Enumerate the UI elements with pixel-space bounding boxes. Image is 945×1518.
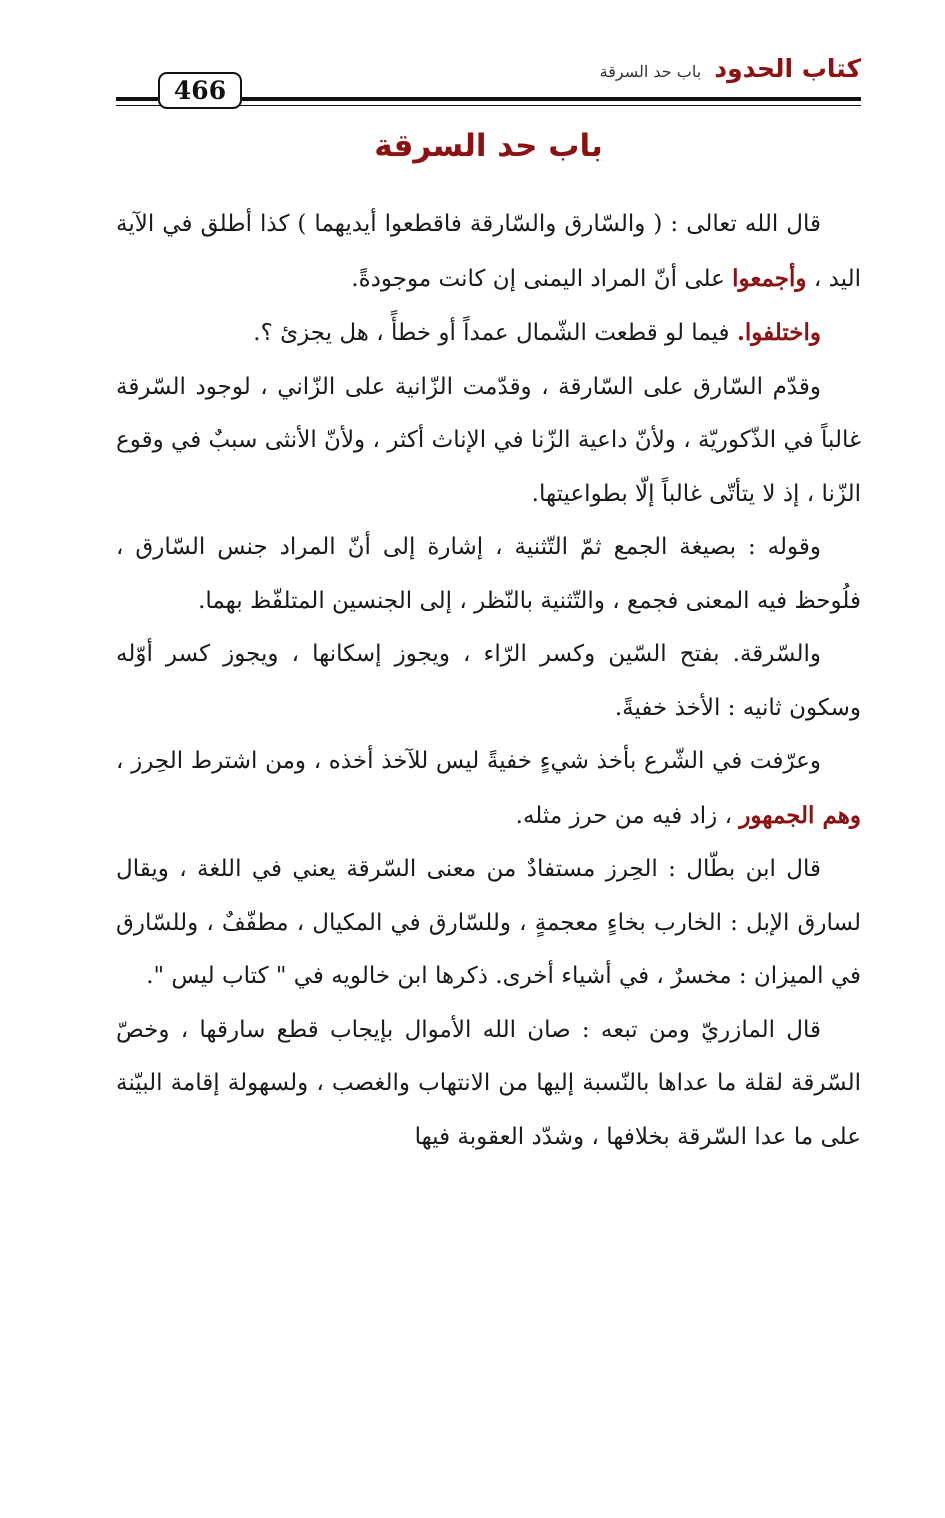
paragraph-6: [116, 735, 861, 843]
paragraph-8: قال المازريّ ومن تبعه : صان الله الأموال بإيجاب قطع سارقها ، وخصّ السّرقة لقلة ما عداها بالنّسبة إليها من الانتهاب والغصب ، ولسهولة إقامة البيّنة على ما عدا السّرقة بخلافها ، وشدّد العقوبة فيها: [116, 1016, 861, 1150]
paragraph-2: [116, 306, 861, 361]
header-rule-left: [116, 97, 158, 101]
chapter-subtitle: باب حد السرقة: [599, 62, 702, 81]
paragraph-1-text: قال الله تعالى : ( والسّارق والسّارقة فاقطعوا أيديهما ) كذا أطلق في الآية اليد ،: [116, 211, 861, 292]
page-number: 466: [158, 72, 242, 109]
paragraph-4: وقوله : بصيغة الجمع ثمّ التّثنية ، إشارة إلى أنّ المراد جنس السّارق ، فلُوحظ فيه المعنى فجمع ، والتّثنية بالنّظر ، إلى الجنسين المتلفّظ بهما.: [116, 534, 861, 614]
paragraph-6-highlight: وهم الجمهور: [739, 801, 861, 829]
paragraph-2-highlight: واختلفوا.: [736, 319, 821, 346]
paragraph-3: وقدّم السّارق على السّارقة ، وقدّمت الزّانية على الزّاني ، لوجود السّرقة غالباً في الذّكوريّة ، ولأنّ داعية الزّنا في الإناث أكثر ، ولأنّ الأنثى سببٌ في وقوع الزّنا ، إذ لا يتأتّى غالباً إلّا بطواعيتها.: [116, 373, 861, 507]
paragraph-1: [116, 198, 861, 306]
page-body: [116, 198, 861, 1164]
paragraph-6-after: ، زاد فيه من حرز مثله.: [515, 802, 740, 829]
page-header: [116, 52, 861, 112]
book-title: كتاب الحدود: [714, 54, 861, 83]
paragraph-1-highlight: وأجمعوا: [732, 264, 807, 292]
chapter-heading: باب حد السرقة: [374, 128, 603, 164]
paragraph-7: قال ابن بطّال : الحِرز مستفادٌ من معنى السّرقة يعني في اللغة ، ويقال لسارق الإبل : الخارب بخاءٍ معجمةٍ ، وللسّارق في المكيال ، مطفّفٌ ، وللسّارق في الميزان : مخسرٌ ، في أشياء أخرى. ذكرها ابن خالويه في " كتاب ليس ".: [116, 856, 861, 989]
paragraph-6-text: وعرّفت في الشّرع بأخذ شيءٍ خفيةً ليس للآخذ أخذه ، ومن اشترط الحِرز ،: [116, 748, 821, 774]
header-rule-right: [242, 97, 861, 101]
header-titles: [600, 54, 861, 83]
paragraph-1-after: على أنّ المراد اليمنى إن كانت موجودةً.: [351, 265, 733, 292]
paragraph-5: والسّرقة. بفتح السّين وكسر الرّاء ، ويجوز إسكانها ، ويجوز كسر أوّله وسكون ثانيه : الأخذ خفيةً.: [116, 641, 861, 721]
paragraph-2-after: فيما لو قطعت الشّمال عمداً أو خطأً ، هل يجزئ ؟.: [253, 320, 737, 346]
